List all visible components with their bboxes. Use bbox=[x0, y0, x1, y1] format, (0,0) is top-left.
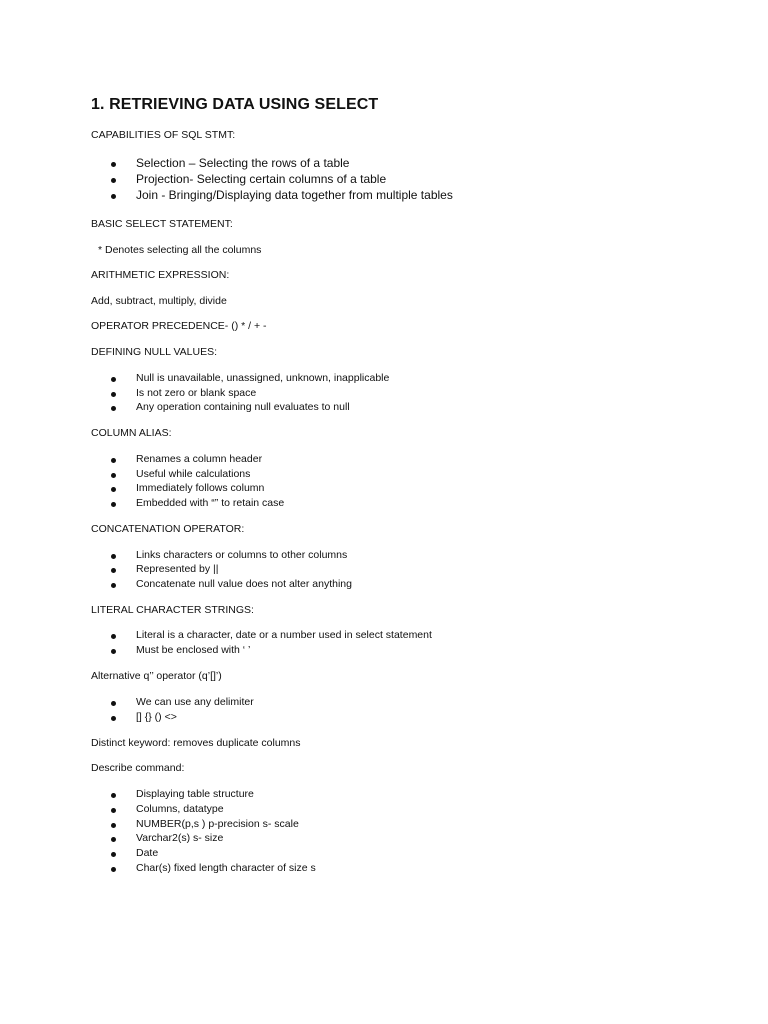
bullet-icon bbox=[111, 634, 116, 639]
null-values-heading: DEFINING NULL VALUES: bbox=[91, 346, 218, 358]
list-item-text: Selection – Selecting the rows of a table bbox=[136, 156, 350, 170]
column-alias-heading: COLUMN ALIAS: bbox=[91, 427, 172, 439]
list-item-text: Literal is a character, date or a number used in select statement bbox=[136, 629, 432, 641]
bullet-icon bbox=[111, 649, 116, 654]
precedence-heading: OPERATOR PRECEDENCE- () * / + - bbox=[91, 320, 267, 332]
bullet-icon bbox=[111, 194, 116, 199]
basic-select-note: * Denotes selecting all the columns bbox=[98, 244, 262, 256]
bullet-icon bbox=[111, 377, 116, 382]
bullet-icon bbox=[111, 162, 116, 167]
list-item-text: Join - Bringing/Displaying data together from multiple tables bbox=[136, 188, 453, 202]
arithmetic-heading: ARITHMETIC EXPRESSION: bbox=[91, 269, 230, 281]
bullet-icon bbox=[111, 867, 116, 872]
concatenation-heading: CONCATENATION OPERATOR: bbox=[91, 523, 245, 535]
bullet-icon bbox=[111, 406, 116, 411]
bullet-icon bbox=[111, 583, 116, 588]
bullet-icon bbox=[111, 852, 116, 857]
bullet-icon bbox=[111, 554, 116, 559]
list-item-text: Columns, datatype bbox=[136, 803, 224, 815]
list-item-text: Embedded with “” to retain case bbox=[136, 497, 285, 509]
list-item-text: Immediately follows column bbox=[136, 482, 265, 494]
distinct-text: Distinct keyword: removes duplicate columns bbox=[91, 737, 301, 749]
list-item-text: Renames a column header bbox=[136, 453, 263, 465]
bullet-icon bbox=[111, 716, 116, 721]
bullet-icon bbox=[111, 178, 116, 183]
list-item-text: Projection- Selecting certain columns of a table bbox=[136, 172, 387, 186]
capabilities-heading: CAPABILITIES OF SQL STMT: bbox=[91, 129, 236, 141]
list-item-text: NUMBER(p,s ) p-precision s- scale bbox=[136, 818, 299, 830]
bullet-icon bbox=[111, 487, 116, 492]
list-item-text: We can use any delimiter bbox=[136, 696, 254, 708]
bullet-icon bbox=[111, 808, 116, 813]
bullet-icon bbox=[111, 473, 116, 478]
literal-heading: LITERAL CHARACTER STRINGS: bbox=[91, 604, 254, 616]
list-item-text: [] {} () <> bbox=[136, 711, 177, 723]
list-item-text: Is not zero or blank space bbox=[136, 387, 257, 399]
list-item-text: Date bbox=[136, 847, 159, 859]
list-item-text: Represented by || bbox=[136, 563, 219, 575]
alt-q-heading: Alternative q’’ operator (q’[]’) bbox=[91, 670, 222, 682]
bullet-icon bbox=[111, 392, 116, 397]
list-item-text: Links characters or columns to other columns bbox=[136, 549, 348, 561]
bullet-icon bbox=[111, 568, 116, 573]
bullet-icon bbox=[111, 458, 116, 463]
bullet-icon bbox=[111, 793, 116, 798]
arithmetic-text: Add, subtract, multiply, divide bbox=[91, 295, 227, 307]
list-item-text: Varchar2(s) s- size bbox=[136, 832, 224, 844]
describe-heading: Describe command: bbox=[91, 762, 185, 774]
list-item-text: Displaying table structure bbox=[136, 788, 254, 800]
basic-select-heading: BASIC SELECT STATEMENT: bbox=[91, 218, 233, 230]
list-item-text: Concatenate null value does not alter anything bbox=[136, 578, 352, 590]
list-item-text: Null is unavailable, unassigned, unknown, inapplicable bbox=[136, 372, 390, 384]
list-item-text: Char(s) fixed length character of size s bbox=[136, 862, 316, 874]
page-title: 1. RETRIEVING DATA USING SELECT bbox=[91, 96, 379, 113]
list-item-text: Useful while calculations bbox=[136, 468, 251, 480]
list-item-text: Must be enclosed with ‘ ’ bbox=[136, 644, 251, 656]
bullet-icon bbox=[111, 823, 116, 828]
bullet-icon bbox=[111, 837, 116, 842]
list-item-text: Any operation containing null evaluates to null bbox=[136, 401, 350, 413]
bullet-icon bbox=[111, 701, 116, 706]
bullet-icon bbox=[111, 502, 116, 507]
